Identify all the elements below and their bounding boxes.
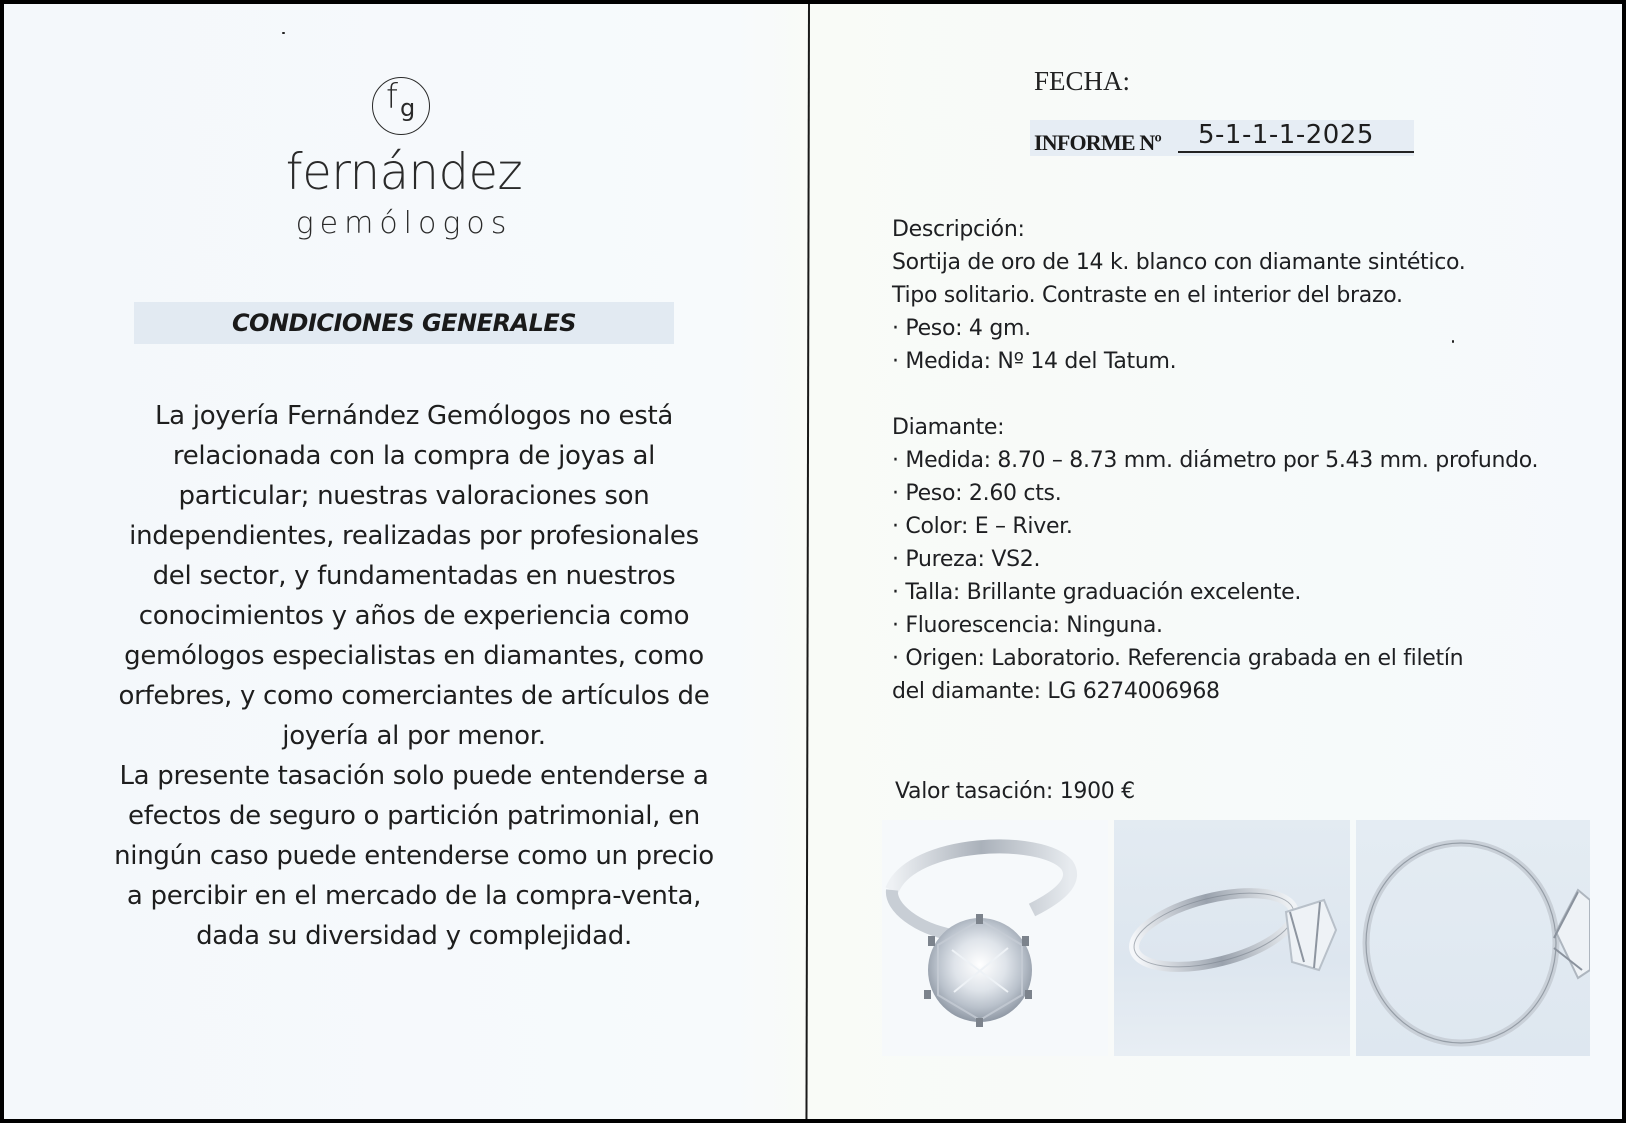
conditions-line: gemólogos especialistas en diamantes, como [124, 641, 704, 671]
conditions-body [84, 396, 744, 956]
diamond-line: · Talla: Brillante graduación excelente. [892, 580, 1302, 605]
conditions-line: joyería al por menor. [282, 721, 546, 751]
brand-subtitle: gemólogos [295, 206, 513, 241]
ring-top-icon [1356, 820, 1590, 1056]
diamond-line: · Pureza: VS2. [892, 547, 1041, 572]
conditions-line: efectos de seguro o partición patrimonial, en [128, 801, 700, 831]
ring-side-icon [1114, 820, 1350, 1056]
ring-photo-top [1356, 820, 1590, 1056]
conditions-line: conocimientos y años de experiencia como [138, 601, 690, 631]
report-number-value: 5-1-1-1-2025 [1198, 120, 1374, 150]
brand-name: fernández [285, 143, 523, 201]
report-number-row [1030, 120, 1414, 156]
diamond-line: del diamante: LG 6274006968 [892, 679, 1220, 704]
appraisal-value: Valor tasación: 1900 € [895, 779, 1135, 804]
diamond-line: · Origen: Laboratorio. Referencia grabada en el filetín [892, 646, 1464, 671]
diamond-line: · Color: E – River. [892, 514, 1073, 539]
conditions-title: CONDICIONES GENERALES [231, 309, 577, 337]
brand-monogram-icon [372, 77, 430, 135]
page-fold-divider [805, 4, 810, 1119]
spacer [892, 378, 1612, 411]
diamond-heading: Diamante: [892, 415, 1005, 440]
ring-photo-front [882, 820, 1108, 1056]
conditions-line: La joyería Fernández Gemólogos no está [154, 401, 674, 431]
scan-speck [282, 32, 285, 34]
conditions-line: dada su diversidad y complejidad. [196, 921, 632, 951]
conditions-line: La presente tasación solo puede entenderse a [119, 761, 709, 791]
conditions-line: relacionada con la compra de joyas al [172, 441, 656, 471]
monogram-f: f [386, 77, 398, 117]
diamond-line: · Peso: 2.60 cts. [892, 481, 1062, 506]
date-label: FECHA: [1034, 66, 1131, 96]
conditions-line: independientes, realizadas por profesionales [129, 521, 699, 551]
appraisal-document [4, 4, 1622, 1119]
monogram-g: g [400, 94, 416, 122]
description-line: · Peso: 4 gm. [892, 316, 1031, 341]
conditions-line: a percibir en el mercado de la compra-venta, [126, 881, 702, 911]
description-heading: Descripción: [892, 217, 1025, 242]
ring-front-icon [882, 820, 1108, 1056]
conditions-title-banner [134, 302, 674, 344]
diamond-line: · Fluorescencia: Ninguna. [892, 613, 1163, 638]
description-line: Tipo solitario. Contraste en el interior del brazo. [892, 283, 1403, 308]
conditions-line: orfebres, y como comerciantes de artículos de [118, 681, 710, 711]
ring-photo-side [1114, 820, 1350, 1056]
description-line: Sortija de oro de 14 k. blanco con diamante sintético. [892, 250, 1466, 275]
report-number-label: INFORME Nº [1034, 130, 1161, 155]
conditions-line: ningún caso puede entenderse como un precio [114, 841, 714, 871]
report-number-underline [1178, 151, 1414, 153]
conditions-line: del sector, y fundamentadas en nuestros [152, 561, 676, 591]
diamond-line: · Medida: 8.70 – 8.73 mm. diámetro por 5.43 mm. profundo. [892, 448, 1539, 473]
item-details [892, 213, 1612, 708]
conditions-line: particular; nuestras valoraciones son [178, 481, 650, 511]
description-line: · Medida: Nº 14 del Tatum. [892, 349, 1177, 374]
